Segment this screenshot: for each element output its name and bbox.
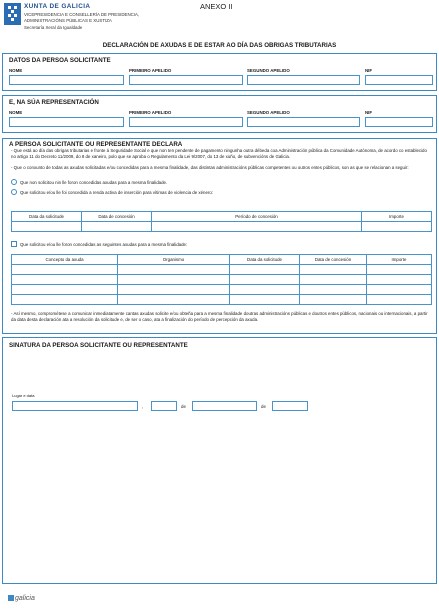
annex-label: ANEXO II — [200, 2, 233, 11]
checkbox[interactable] — [11, 241, 17, 247]
applicant-name-label: NOME — [9, 68, 23, 73]
representative-nif-label: NIF — [365, 110, 373, 115]
brand-name: XUNTA DE GALICIA — [24, 3, 91, 10]
table-cell[interactable] — [12, 222, 82, 232]
col-header: Data da solicitude — [12, 212, 82, 222]
option-other-aids[interactable] — [11, 241, 187, 247]
page-title: DECLARACIÓN DE AXUDAS E DE ESTAR AO DÍA DAS OBRIGAS TRIBUTARIAS — [102, 42, 337, 49]
table-cell[interactable] — [12, 285, 118, 295]
applicant-surname2-label: SEGUNDO APELIDO — [247, 68, 290, 73]
table-cell[interactable] — [367, 295, 432, 305]
place-field[interactable] — [12, 401, 138, 411]
applicant-surname2-field[interactable] — [247, 75, 360, 85]
table-cell[interactable] — [82, 222, 152, 232]
option-rai-label: Que solicitou e/ou lle foi concedida a renda activa de inserción para vítimas de violencia de xénero: — [20, 189, 214, 195]
applicant-section — [2, 53, 437, 91]
representative-section — [2, 95, 437, 133]
table-cell[interactable] — [367, 265, 432, 275]
day-field[interactable] — [151, 401, 177, 411]
table-cell[interactable] — [118, 265, 230, 275]
table-row — [12, 285, 432, 295]
option-other-aids-label: Que solicitou e/ou lle foron concedidas as seguintes axudas para a mesma finalidade: — [20, 241, 188, 247]
col-header: Importe — [367, 255, 432, 265]
representative-surname2-label: SEGUNDO APELIDO — [247, 110, 290, 115]
table-cell[interactable] — [230, 285, 300, 295]
representative-nif-field[interactable] — [365, 117, 433, 127]
radio-button[interactable] — [11, 189, 17, 195]
declaration-section-title: A PERSOA SOLICITANTE OU REPRESENTANTE DECLARA — [9, 141, 183, 148]
footer-galicia-logo — [8, 595, 35, 602]
year-field[interactable] — [272, 401, 308, 411]
representative-section-title: E, NA SÚA REPRESENTACIÓN — [9, 99, 99, 106]
applicant-section-title: DATOS DA PERSOA SOLICITANTE — [9, 57, 111, 64]
col-header: Importe — [362, 212, 432, 222]
col-header: Data de concesión — [82, 212, 152, 222]
signature-section — [2, 337, 437, 584]
table-cell[interactable] — [300, 265, 367, 275]
applicant-name-field[interactable] — [9, 75, 124, 85]
representative-surname1-field[interactable] — [129, 117, 243, 127]
option-no-aid[interactable] — [11, 179, 167, 185]
table-cell[interactable] — [230, 265, 300, 275]
department-line-2: ADMINISTRACIÓNS PÚBLICAS E XUSTIZA — [24, 18, 112, 23]
radio-button[interactable] — [11, 179, 17, 185]
footer-logo-text: galicia — [15, 595, 35, 602]
department-line-3: Secretaría Xeral da Igualdade — [24, 25, 83, 30]
table-cell[interactable] — [118, 285, 230, 295]
de-label-2: de — [261, 404, 266, 409]
comma-separator: , — [142, 404, 144, 409]
table-cell[interactable] — [230, 295, 300, 305]
declaration-paragraph-1: - Que está ao día das obrigas tributarias e fronte á Seguridade Social e que non ten pendente de pagamento ningunha outra débeda coa Administración pública da Comunidade Autónoma, de acordo co establecido no artigo 11 do Decreto 11/2009, do 8 de xaneiro, polo que se aproba o Regulamento da Lei 9/2007, do 13 de xuño, de subvencións de Galicia. — [11, 148, 427, 159]
col-header: Organismo — [118, 255, 230, 265]
table-cell[interactable] — [367, 275, 432, 285]
xunta-logo-icon — [4, 3, 21, 25]
applicant-surname1-label: PRIMEIRO APELIDO — [129, 68, 172, 73]
table-cell[interactable] — [118, 275, 230, 285]
department-line-1: VICEPRESIDENCIA E CONSELLERÍA DE PRESIDENCIA, — [24, 12, 140, 17]
table-cell[interactable] — [300, 295, 367, 305]
table-cell[interactable] — [362, 222, 432, 232]
representative-surname1-label: PRIMEIRO APELIDO — [129, 110, 172, 115]
table-cell[interactable] — [12, 275, 118, 285]
representative-surname2-field[interactable] — [247, 117, 360, 127]
table-header-row — [12, 212, 432, 222]
col-header: Data da solicitude — [230, 255, 300, 265]
declaration-paragraph-3: - Así mesmo, comprométese a comunicar inmediatamente cantas axudas solicite e/ou obteña para a mesma finalidade doutras administracións públicas e doutros entes públicos, nacionais ou internacionais, a partir da data desta declaración ata a resolución da solicitude e, de ser o caso, ata a finalización do período de percepción da axuda. — [11, 311, 428, 322]
table-cell[interactable] — [230, 275, 300, 285]
table-cell[interactable] — [300, 275, 367, 285]
option-rai[interactable] — [11, 189, 213, 195]
option-no-aid-label: Que non solicitou nin lle foron concedidas axudas para a mesma finalidade. — [20, 179, 168, 185]
place-date-label: Lugar e data — [12, 393, 35, 398]
applicant-surname1-field[interactable] — [129, 75, 243, 85]
declaration-paragraph-2: - Que o conxunto de todas as axudas solicitadas e/ou concedidas para a mesma finalidade, das distintas administracións públicas competentes ou outros entes públicos, son as que se relacionan a seguir: — [11, 165, 409, 170]
table-cell[interactable] — [12, 265, 118, 275]
table-cell[interactable] — [118, 295, 230, 305]
table-row — [12, 222, 432, 232]
applicant-nif-label: NIF — [365, 68, 373, 73]
representative-name-label: NOME — [9, 110, 23, 115]
galicia-logo-icon — [8, 595, 14, 601]
col-header: Período de concesión — [152, 212, 362, 222]
table-row — [12, 295, 432, 305]
representative-name-field[interactable] — [9, 117, 124, 127]
month-field[interactable] — [192, 401, 257, 411]
signature-section-title: SINATURA DA PERSOA SOLICITANTE OU REPRESENTANTE — [9, 342, 188, 349]
other-aids-table — [11, 254, 432, 305]
page-header — [0, 0, 439, 38]
declaration-section — [2, 138, 437, 334]
table-cell[interactable] — [300, 285, 367, 295]
table-header-row — [12, 255, 432, 265]
table-row — [12, 275, 432, 285]
table-cell[interactable] — [152, 222, 362, 232]
de-label-1: de — [181, 404, 186, 409]
table-row — [12, 265, 432, 275]
col-header: Concepto da axuda — [12, 255, 118, 265]
table-cell[interactable] — [367, 285, 432, 295]
table-cell[interactable] — [12, 295, 118, 305]
col-header: Data de concesión — [300, 255, 367, 265]
rai-table — [11, 211, 432, 232]
applicant-nif-field[interactable] — [365, 75, 433, 85]
